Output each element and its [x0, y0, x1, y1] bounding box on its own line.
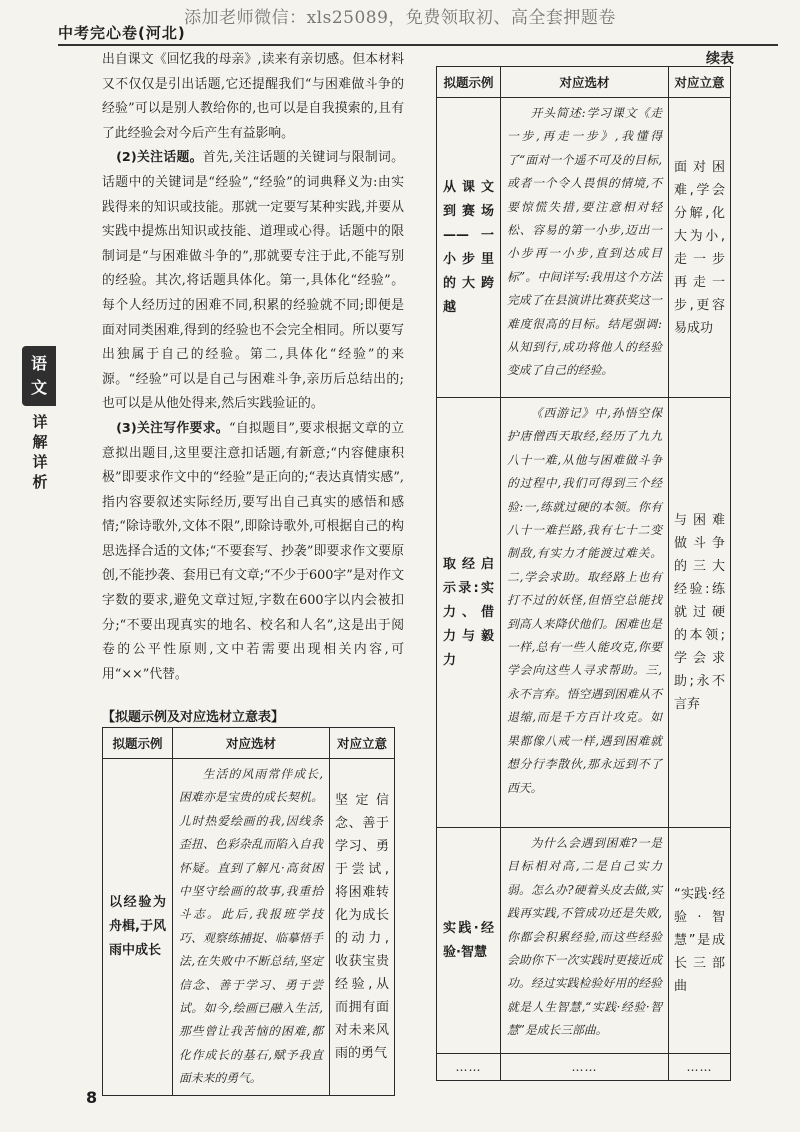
paragraph-2-lead: (2)关注话题。 [116, 150, 203, 166]
header-position: 对应立意 [669, 67, 731, 98]
table-row [437, 398, 731, 828]
row-material [173, 759, 330, 1096]
row-material-text: 为什么会遇到困难?一是目标相对高,二是自己实力弱。怎么办?硬着头皮去做,实践再实践,不管成功还是失败,你都会积累经验,而这些经验会助你下一次实践时更接近成功。经过实践检验好用的经验就是人生智慧,“实践·经验·智慧”是成长三部曲。 [507, 836, 662, 1038]
row-material-text: 《西游记》中,孙悟空保护唐僧西天取经,经历了九九八十一难,从他与困难做斗争的过程中,我们可得到三个经验:一,练就过硬的本领。你有八十一难拦路,我有七十二变制敌,有实力才能渡过难关。二,学会求助。取经路上也有打不过的妖怪,但悟空总能找到高人来降伏他们。困难也是一样,总有一些人能攻克,你要学会向这些人寻求帮助。三,永不言弃。悟空遇到困难从不退缩,而是千方百计攻克。如果都像八戒一样,遇到困难就想分行李散伙,那永远到不了西天。 [507, 406, 662, 795]
row-material [501, 828, 669, 1054]
topic-table-1 [102, 727, 395, 1096]
row-topic: 取经启示录:实力、借力与毅力 [437, 398, 501, 828]
row-topic: 从课文到赛场——一小步里的大跨越 [437, 98, 501, 398]
row-position: 坚定信念、善于学习、勇于尝试,将困难转化为成长的动力,收获宝贵经验,从而拥有面对未来风雨的勇气 [330, 759, 395, 1096]
analysis-text [102, 48, 404, 687]
subject-tab [22, 346, 56, 406]
subject-label: 语文 [30, 354, 47, 397]
paragraph-2-body: 首先,关注话题的关键词与限制词。话题中的关键词是“经验”,“经验”的词典释义为:由实践得来的知识或技能。那就一定要写某种实践,并要从实践中提炼出知识或技能、道理或心得。话题中的限制词是“与困难做斗争的”,那就要专注于此,不能写别的经验。其次,将话题具体化。第一,具体化“经验”。每个人经历过的困难不同,积累的经验就不同;即便是面对同类困难,得到的经验也不会完全相同。所以要写出独属于自己的经验。第二,具体化“经验”的来源。“经验”可以是自己与困难斗争,亲历后总结出的;也可以是从他处得来,然后实践验证的。 [102, 150, 404, 412]
header-position: 对应立意 [330, 728, 395, 759]
row-position: 与困难做斗争的三大经验:练就过硬的本领;学会求助;永不言弃 [669, 398, 731, 828]
ellipsis-material: …… [501, 1054, 669, 1081]
row-topic: 以经验为舟楫,于风雨中成长 [103, 759, 173, 1096]
table-header-row [437, 67, 731, 98]
row-material [501, 398, 669, 828]
table-row [103, 759, 395, 1096]
paragraph-3-lead: (3)关注写作要求。 [116, 420, 229, 436]
header-material: 对应选材 [501, 67, 669, 98]
row-material [501, 98, 669, 398]
paragraph-2 [102, 146, 404, 417]
table-row [437, 828, 731, 1054]
watermark-text: 添加老师微信：xls25089，免费领取初、高全套押题卷 [184, 8, 616, 28]
table-header-row [103, 728, 395, 759]
header-topic: 拟题示例 [437, 67, 501, 98]
continued-label: 续表 [706, 51, 734, 67]
header-material: 对应选材 [173, 728, 330, 759]
table-row-ellipsis [437, 1054, 731, 1081]
header-divider [58, 44, 778, 46]
paragraph-3 [102, 417, 404, 688]
row-material-text: 生活的风雨常伴成长,困难亦是宝贵的成长契机。儿时热爱绘画的我,因线条歪扭、色彩杂乱而陷入自我怀疑。直到了解凡·高贫困中坚守绘画的故事,我重拾斗志。此后,我报班学技巧、观察练捕捉、临摹悟手法,在失败中不断总结,坚定信念、善于学习、勇于尝试。如今,绘画已融入生活,那些曾让我苦恼的困难,都化作成长的基石,赋予我直面未来的勇气。 [179, 767, 323, 1086]
table-heading: 【拟题示例及对应选材立意表】 [102, 710, 285, 725]
section-label: 详解详析 [32, 413, 48, 491]
row-material-text: 开头简述:学习课文《走一步,再走一步》,我懂得了“面对一个遥不可及的目标,或者一个令人畏惧的情境,不要惊慌失措,要注意相对轻松、容易的第一小步,迈出一小步再一小步,直到达成目标”。中间详写:我用这个方法完成了在县演讲比赛获奖这一难度很高的目标。结尾强调:从知到行,成功将他人的经验变成了自己的经验。 [507, 106, 662, 378]
row-position: “实践·经验·智慧”是成长三部曲 [669, 828, 731, 1054]
ellipsis-position: …… [669, 1054, 731, 1081]
ellipsis-topic: …… [437, 1054, 501, 1081]
topic-table-2 [436, 66, 731, 1081]
paragraph-3-body: “自拟题目”,要求根据文章的立意拟出题目,这里要注意扣话题,有新意;“内容健康积极”即要求作文中的“经验”是正向的;“表达真情实感”,指内容要叙述实际经历,要写出自己真实的感悟和感情;“除诗歌外,文体不限”,即除诗歌外,可根据自己的构思选择合适的文体;“不要套写、抄袭”即要求作文要原创,不能抄袭、套用已有文章;“不少于600字”是对作文字数的要求,避免文章过短,字数在600字以内会被扣分;“不要出现真实的地名、校名和人名”,这是出于阅卷的公平性原则,文中若需要出现相关内容,可用“××”代替。 [102, 420, 404, 682]
series-title: 中考完心卷(河北) [58, 24, 186, 42]
header-topic: 拟题示例 [103, 728, 173, 759]
table-row [437, 98, 731, 398]
paragraph-1: 出自课文《回忆我的母亲》,读来有亲切感。但本材料又不仅仅是引出话题,它还提醒我们“与困难做斗争的经验”可以是别人教给你的,也可以是自我摸索的,且有了此经验会对今后产生有益影响。 [102, 52, 404, 141]
row-topic: 实践·经验·智慧 [437, 828, 501, 1054]
row-position: 面对困难,学会分解,化大为小,走一步再走一步,更容易成功 [669, 98, 731, 398]
page-number: 8 [86, 1088, 98, 1107]
